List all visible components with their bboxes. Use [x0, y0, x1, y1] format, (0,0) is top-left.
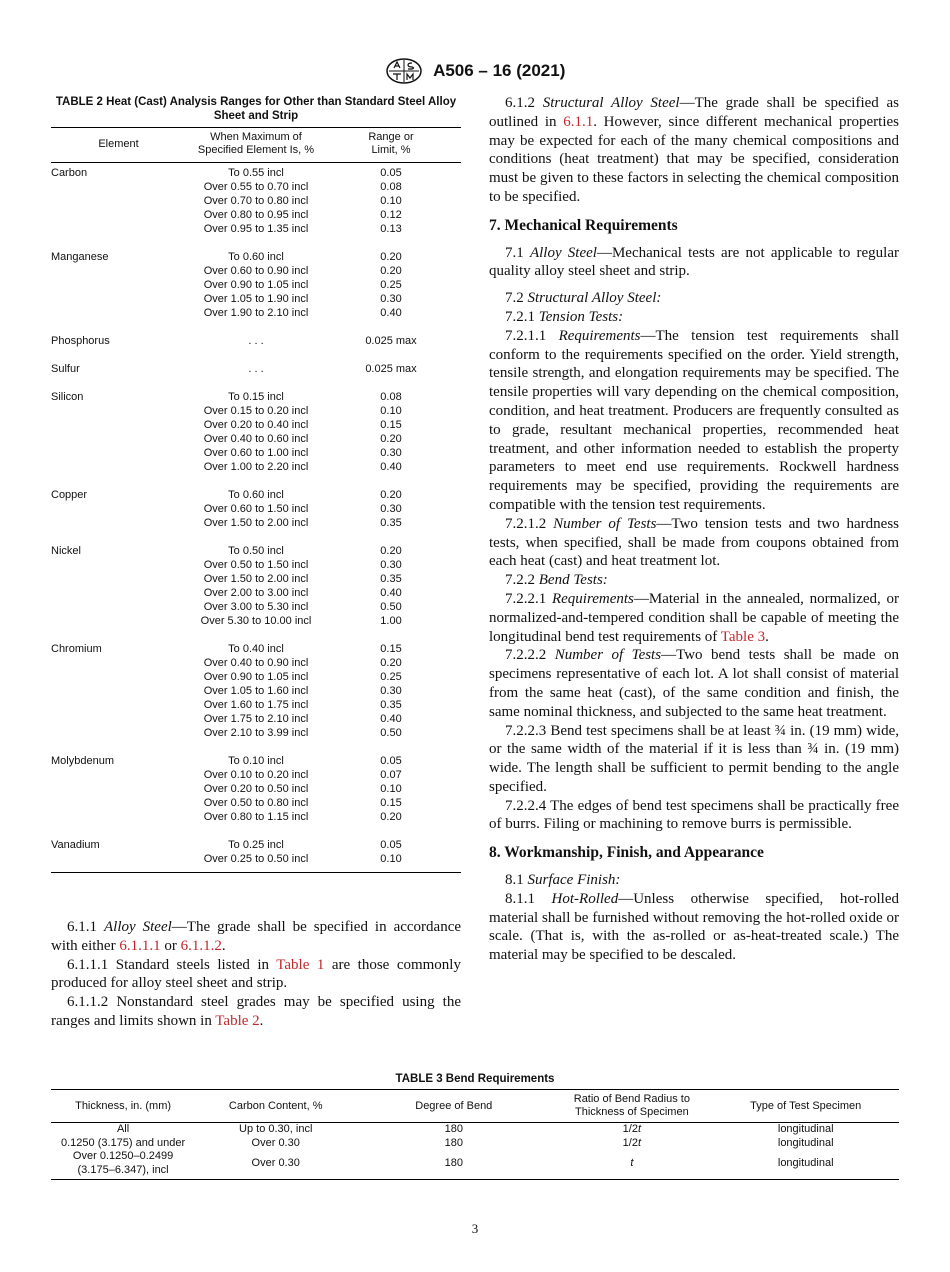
t3-header: Thickness, in. (mm): [51, 1090, 195, 1123]
table-row: [51, 782, 461, 796]
t3-cell: 1/2t: [622, 1136, 642, 1149]
range-limit-cell: 0.20: [380, 265, 402, 277]
table-row: [51, 250, 461, 264]
left-column-text: [51, 918, 461, 1031]
max-specified-cell: Over 0.40 to 0.60 incl: [203, 433, 309, 445]
table-row: [51, 488, 461, 502]
max-specified-cell: Over 0.15 to 0.20 incl: [203, 405, 309, 417]
max-specified-cell: Over 1.75 to 2.10 incl: [203, 713, 309, 725]
range-limit-cell: 0.40: [380, 461, 402, 473]
t3-header: Carbon Content, %: [195, 1090, 356, 1123]
range-limit-cell: 0.30: [380, 685, 402, 697]
table-row: [51, 810, 461, 824]
col-element: Element: [98, 138, 139, 150]
max-specified-cell: Over 1.60 to 1.75 incl: [203, 699, 309, 711]
table-2-caption: TABLE 2 Heat (Cast) Analysis Ranges for Other than Standard Steel Alloy Sheet and Strip: [55, 96, 457, 122]
max-specified-cell: Over 0.55 to 0.70 incl: [203, 181, 309, 193]
max-specified-cell: . . .: [248, 335, 264, 347]
para-7-2-2-1: 7.2.2.1 Requirements—Material in the annealed, normalized, or normalized-and-tempered condition shall be capable of meeting the longitudinal bend test requirements of Table 3.: [489, 590, 899, 645]
range-limit-cell: 0.20: [380, 433, 402, 445]
table-row: [51, 670, 461, 684]
element-name: Molybdenum: [51, 755, 114, 767]
t3-cell: 180: [444, 1136, 463, 1149]
max-specified-cell: Over 0.60 to 1.00 incl: [203, 447, 309, 459]
para-7-1: 7.1 Alloy Steel—Mechanical tests are not applicable to regular quality alloy steel sheet and strip.: [489, 244, 899, 280]
table-row: [51, 166, 461, 180]
table-row: [51, 712, 461, 726]
max-specified-cell: Over 1.05 to 1.90 incl: [203, 293, 309, 305]
para-7-2: 7.2 Structural Alloy Steel:: [505, 290, 662, 307]
range-limit-cell: 0.05: [380, 755, 402, 767]
range-limit-cell: 0.20: [380, 489, 402, 501]
para-6-1-1-1: 6.1.1.1 Standard steels listed in Table 1 are those commonly produced for alloy steel sheet and strip.: [51, 956, 461, 992]
table-row: [51, 698, 461, 712]
t3-cell: longitudinal: [777, 1136, 834, 1149]
max-specified-cell: To 0.50 incl: [228, 545, 284, 557]
table-2: [51, 95, 461, 873]
table-row: [51, 516, 461, 530]
max-specified-cell: Over 1.05 to 1.60 incl: [203, 685, 309, 697]
table-row: [51, 334, 461, 348]
max-specified-cell: Over 1.90 to 2.10 incl: [203, 307, 309, 319]
element-name: Phosphorus: [51, 335, 110, 347]
max-specified-cell: Over 0.80 to 1.15 incl: [203, 811, 309, 823]
table-row: [51, 432, 461, 446]
t3-cell: All: [116, 1123, 130, 1135]
element-group: [51, 754, 461, 824]
t3-cell: 180: [356, 1150, 551, 1180]
col-range: Range or Limit, %: [368, 131, 414, 156]
max-specified-cell: Over 0.95 to 1.35 incl: [203, 223, 309, 235]
t3-cell: t: [551, 1150, 712, 1180]
table-row: [51, 796, 461, 810]
t3-cell: 180: [444, 1123, 463, 1135]
range-limit-cell: 0.40: [380, 587, 402, 599]
para-7-2-2-4: 7.2.2.4 The edges of bend test specimens shall be practically free of burrs. Filing or machining to remove burrs is permissible.: [489, 797, 899, 833]
table-row: [51, 754, 461, 768]
para-7-2-2-3: 7.2.2.3 Bend test specimens shall be at least ¾ in. (19 mm) wide, or the same width of the material if it is less than ¾ in. (19 mm) wide. The length shall be sufficient to permit bending to the angle specified.: [489, 722, 899, 795]
element-name: Silicon: [51, 391, 84, 403]
table-row: [51, 558, 461, 572]
max-specified-cell: To 0.40 incl: [228, 643, 284, 655]
table-row: [51, 362, 461, 376]
table-row: [51, 544, 461, 558]
t3-cell: 0.1250 (3.175) and under: [61, 1136, 186, 1149]
table-row: [51, 460, 461, 474]
range-limit-cell: 0.30: [380, 447, 402, 459]
section-8-heading: 8. Workmanship, Finish, and Appearance: [489, 844, 764, 862]
para-7-2-2: 7.2.2 Bend Tests:: [505, 572, 608, 589]
element-group: [51, 838, 461, 866]
max-specified-cell: . . .: [248, 363, 264, 375]
range-limit-cell: 0.40: [380, 713, 402, 725]
col-when: When Maximum of Specified Element Is, %: [197, 131, 315, 156]
table-3-caption: TABLE 3 Bend Requirements: [395, 1073, 555, 1085]
table-row: [51, 656, 461, 670]
para-7-2-1-2: 7.2.1.2 Number of Tests—Two tension tests and two hardness tests, when specified, shall be made from coupons obtained from each heat (cast) and heat treatment lot.: [489, 515, 900, 570]
table-row: [51, 222, 461, 236]
t3-cell: longitudinal: [777, 1123, 834, 1135]
t3-cell: 1/2t: [622, 1123, 642, 1135]
max-specified-cell: To 0.25 incl: [228, 839, 284, 851]
para-8-1-1: 8.1.1 Hot-Rolled—Unless otherwise specified, hot-rolled material shall be furnished without removing the hot-rolled oxide or scale. (That is, with the as-rolled or as-heat-treated scale.) The material may be specified to be descaled.: [489, 890, 899, 964]
element-group: [51, 544, 461, 628]
max-specified-cell: To 0.60 incl: [228, 489, 284, 501]
max-specified-cell: Over 0.80 to 0.95 incl: [203, 209, 309, 221]
table-2-header: [51, 127, 461, 163]
max-specified-cell: Over 1.00 to 2.20 incl: [203, 461, 309, 473]
max-specified-cell: Over 0.10 to 0.20 incl: [203, 769, 309, 781]
table-row: [51, 292, 461, 306]
table-row: [51, 180, 461, 194]
link-6-1-1-1[interactable]: 6.1.1.1: [119, 937, 161, 954]
range-limit-cell: 0.07: [380, 769, 402, 781]
page-number: 3: [471, 1221, 479, 1236]
table-3: [51, 1073, 899, 1180]
range-limit-cell: 0.10: [380, 853, 402, 865]
table-row: [51, 502, 461, 516]
table-row: [51, 418, 461, 432]
table-row: [51, 1150, 899, 1180]
para-7-2-1-1: 7.2.1.1 Requirements—The tension test requirements shall conform to the requirements specified on the order. Yield strength, tensile strength, and elongation requirements may be specified. The tensile properties will vary depending on the chemical composition, condition, and heat treatment. Producers are frequently consulted as to grade, resultant mechanical properties, recommended heat treatment, and other information needed to establish the property parameters to meet end use requirements. Rockwell hardness requirements may be specified, providing the requirements are compatible with the tension test requirements.: [489, 327, 899, 513]
max-specified-cell: Over 0.20 to 0.40 incl: [203, 419, 309, 431]
element-group: [51, 362, 461, 376]
range-limit-cell: 0.10: [380, 405, 402, 417]
max-specified-cell: Over 0.90 to 1.05 incl: [203, 279, 309, 291]
t3-cell: Over 0.30: [195, 1150, 356, 1180]
t3-header: Type of Test Specimen: [712, 1090, 899, 1123]
right-column-text: [489, 94, 899, 965]
range-limit-cell: 0.30: [380, 293, 402, 305]
max-specified-cell: Over 5.30 to 10.00 incl: [200, 615, 312, 627]
table-row: [51, 306, 461, 320]
range-limit-cell: 0.05: [380, 167, 402, 179]
range-limit-cell: 0.35: [380, 573, 402, 585]
range-limit-cell: 0.05: [380, 839, 402, 851]
para-7-2-1: 7.2.1 Tension Tests:: [505, 308, 624, 325]
element-name: Chromium: [51, 643, 102, 655]
range-limit-cell: 0.08: [380, 391, 402, 403]
max-specified-cell: To 0.55 incl: [228, 167, 284, 179]
para-7-2-2-2: 7.2.2.2 Number of Tests—Two bend tests shall be made on specimens representative of each lot. A lot shall consist of material from the same heat (cast), of the same condition and finish, the same nominal thickness, and subjected to the same heat treatment.: [489, 647, 900, 720]
table-3-grid: [51, 1089, 899, 1180]
max-specified-cell: Over 0.50 to 1.50 incl: [203, 559, 309, 571]
element-group: [51, 166, 461, 236]
element-name: Copper: [51, 489, 88, 501]
table-row: [51, 264, 461, 278]
table-row: [51, 446, 461, 460]
table-row: [51, 404, 461, 418]
range-limit-cell: 0.08: [380, 181, 402, 193]
element-group: [51, 488, 461, 530]
table-row: [51, 208, 461, 222]
max-specified-cell: Over 0.40 to 0.90 incl: [203, 657, 309, 669]
t3-header: Ratio of Bend Radius to Thickness of Specimen: [551, 1090, 712, 1123]
astm-logo-icon: [385, 57, 423, 85]
element-group: [51, 390, 461, 474]
range-limit-cell: 0.40: [380, 307, 402, 319]
range-limit-cell: 1.00: [380, 615, 402, 627]
table-row: [51, 390, 461, 404]
element-name: Nickel: [51, 545, 81, 557]
table-row: [51, 684, 461, 698]
table-row: [51, 614, 461, 628]
para-8-1: 8.1 Surface Finish:: [505, 872, 621, 889]
section-7-heading: 7. Mechanical Requirements: [489, 216, 678, 234]
table-row: [51, 600, 461, 614]
table-row: [51, 278, 461, 292]
range-limit-cell: 0.30: [380, 503, 402, 515]
link-6-1-1[interactable]: 6.1.1: [563, 113, 594, 130]
para-6-1-2: 6.1.2 Structural Alloy Steel—The grade shall be specified as outlined in 6.1.1. However, since different mechanical properties may be expected for each of the many chemical compositions and conditions (heat treatment) that may be specified, consideration must be given to these factors in selecting the chemical composition to be specified.: [489, 95, 899, 205]
table-row: [51, 852, 461, 866]
table-row: [51, 586, 461, 600]
range-limit-cell: 0.10: [380, 195, 402, 207]
range-limit-cell: 0.20: [380, 251, 402, 263]
range-limit-cell: 0.35: [380, 699, 402, 711]
max-specified-cell: Over 3.00 to 5.30 incl: [203, 601, 309, 613]
t3-cell: Over 0.1250–0.2499 (3.175–6.347), incl: [51, 1150, 195, 1180]
range-limit-cell: 0.12: [380, 209, 402, 221]
table-row: [51, 1137, 899, 1151]
table-row: [51, 726, 461, 740]
range-limit-cell: 0.20: [380, 545, 402, 557]
para-6-1-1: 6.1.1 Alloy Steel—The grade shall be specified in accordance with either 6.1.1.1 or 6.1.1.2.: [51, 919, 462, 954]
range-limit-cell: 0.13: [380, 223, 402, 235]
t3-cell: longitudinal: [712, 1150, 899, 1180]
max-specified-cell: Over 2.10 to 3.99 incl: [203, 727, 309, 739]
range-limit-cell: 0.15: [380, 419, 402, 431]
max-specified-cell: Over 0.50 to 0.80 incl: [203, 797, 309, 809]
element-name: Sulfur: [51, 363, 80, 375]
max-specified-cell: Over 0.60 to 0.90 incl: [203, 265, 309, 277]
table-row: [51, 194, 461, 208]
max-specified-cell: To 0.10 incl: [228, 755, 284, 767]
max-specified-cell: Over 1.50 to 2.00 incl: [203, 573, 309, 585]
range-limit-cell: 0.15: [380, 797, 402, 809]
element-name: Vanadium: [51, 839, 100, 851]
element-group: [51, 642, 461, 740]
link-table-2[interactable]: Table 2: [215, 1012, 260, 1029]
table-row: [51, 838, 461, 852]
range-limit-cell: 0.25: [380, 279, 402, 291]
range-limit-cell: 0.15: [380, 643, 402, 655]
max-specified-cell: To 0.60 incl: [228, 251, 284, 263]
t3-header: Degree of Bend: [356, 1090, 551, 1123]
table-row: [51, 572, 461, 586]
range-limit-cell: 0.20: [380, 657, 402, 669]
range-limit-cell: 0.35: [380, 517, 402, 529]
table-row: [51, 1123, 899, 1137]
range-limit-cell: 0.025 max: [365, 363, 417, 375]
element-name: Manganese: [51, 251, 109, 263]
table-row: [51, 768, 461, 782]
max-specified-cell: Over 0.70 to 0.80 incl: [203, 195, 309, 207]
table-row: [51, 642, 461, 656]
range-limit-cell: 0.30: [380, 559, 402, 571]
table-3-body: [51, 1123, 899, 1180]
element-group: [51, 334, 461, 348]
range-limit-cell: 0.10: [380, 783, 402, 795]
max-specified-cell: To 0.15 incl: [228, 391, 284, 403]
document-header: [0, 57, 950, 85]
range-limit-cell: 0.025 max: [365, 335, 417, 347]
range-limit-cell: 0.50: [380, 601, 402, 613]
t3-cell: Up to 0.30, incl: [239, 1123, 313, 1135]
table-2-body: [51, 163, 461, 866]
max-specified-cell: Over 0.60 to 1.50 incl: [203, 503, 309, 515]
range-limit-cell: 0.50: [380, 727, 402, 739]
link-table-1[interactable]: Table 1: [276, 956, 325, 973]
element-name: Carbon: [51, 167, 88, 179]
max-specified-cell: Over 0.25 to 0.50 incl: [203, 853, 309, 865]
max-specified-cell: Over 2.00 to 3.00 incl: [203, 587, 309, 599]
max-specified-cell: Over 1.50 to 2.00 incl: [203, 517, 309, 529]
link-6-1-1-2[interactable]: 6.1.1.2: [180, 937, 222, 954]
element-group: [51, 250, 461, 320]
range-limit-cell: 0.25: [380, 671, 402, 683]
max-specified-cell: Over 0.90 to 1.05 incl: [203, 671, 309, 683]
standard-designation: A506 – 16 (2021): [433, 61, 566, 80]
para-6-1-1-2: 6.1.1.2 Nonstandard steel grades may be specified using the ranges and limits shown in Table 2.: [51, 994, 461, 1029]
range-limit-cell: 0.20: [380, 811, 402, 823]
link-table-3[interactable]: Table 3: [720, 628, 766, 645]
max-specified-cell: Over 0.20 to 0.50 incl: [203, 783, 309, 795]
t3-cell: Over 0.30: [251, 1136, 300, 1149]
